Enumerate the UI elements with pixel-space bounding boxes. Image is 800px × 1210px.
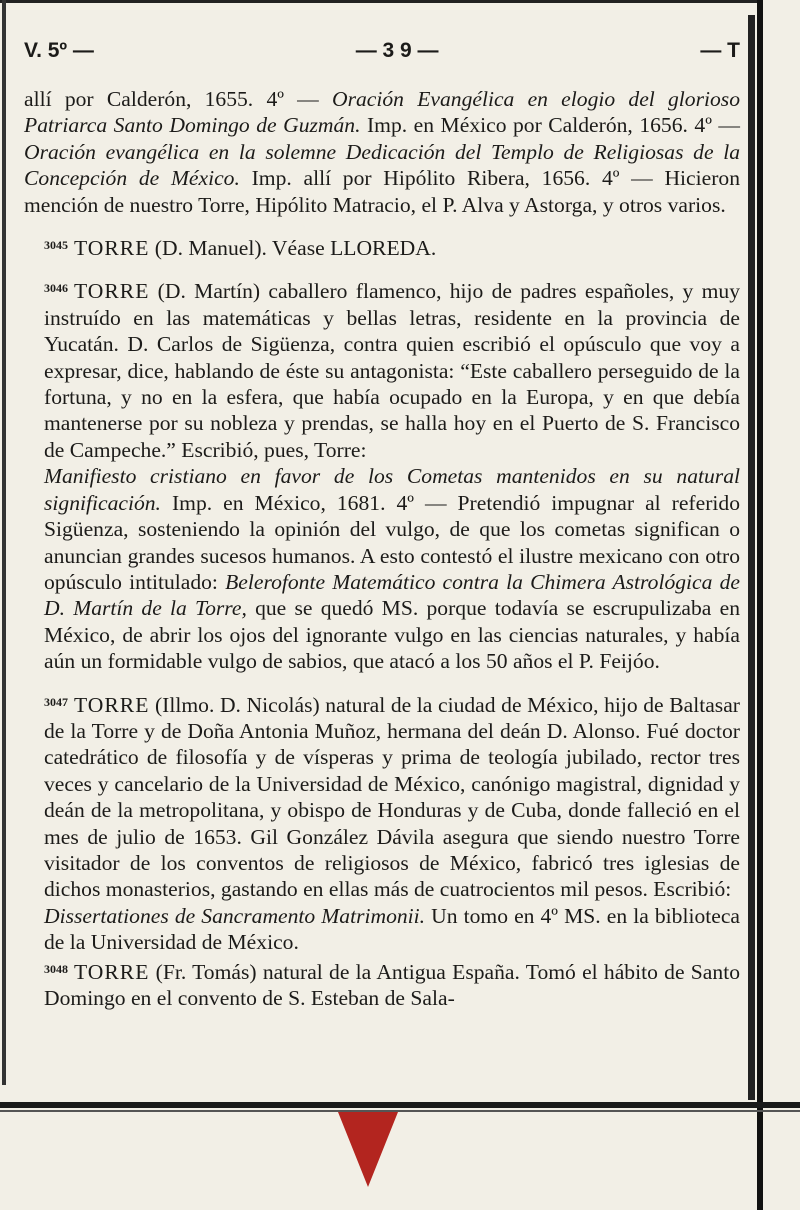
bookmark-ribbon xyxy=(338,1112,398,1187)
scan-edge-top xyxy=(0,0,760,3)
entry-3048: $^{3048}$ TORRE (Fr. Tomás) natural de la Antigua España. Tomó el hábito de Santo Domingo en el convento de S. Esteban de Sala- xyxy=(44,959,740,1010)
entry-3047: $^{3047}$ TORRE (Illmo. D. Nicolás) natural de la ciudad de México, hijo de Baltasar de la Torre y de Doña Antonia Muñoz, hermana del deán D. Alonso. Fué doctor catedrático de filosofía y de vísperas y prima de teología jubilado, rector tres veces y cancelario de la Universidad de México, canónigo magistral, dignidad y deán de la metropolitana, y obispo de Honduras y de Cuba, donde falleció en el mes de julio de 1653. Gil González Dávila asegura que siendo nuestro Torre visitador de los conventos de religiosos de México, fabricó tres iglesias de dichos monasterios, gastando en ellas más de cuatrocientos mil pesos. Escribió: xyxy=(44,692,740,902)
entry-3046-works: Manifiesto cristiano en favor de los Cometas mantenidos en su natural significación. Imp. en México, 1681. 4º — Pretendió impugnar al referido Sigüenza, sosteniendo la opinión del vulgo, de que los cometas significan o anuncian grandes sucesos humanos. A esto contestó el ilustre mexicano con otro opúsculo intitulado: Belerofonte Matemático contra la Chimera Astrológica de D. Martín de la Torre, que se quedó MS. porque todavía se escrupulizaba en México, de abrir los ojos del ignorante vulgo en las ciencias naturales, y había aún un formidable vulgo de sabios, que atacó a los 50 años el P. Feijóo. xyxy=(44,464,740,674)
scan-edge-right xyxy=(748,15,755,1100)
entry-3047-works: Dissertationes de Sancramento Matrimonii. Un tomo en 4º MS. en la biblioteca de la Universidad de México. xyxy=(44,903,740,955)
page-number: — 3 9 — xyxy=(355,39,439,62)
volume-label: V. 5º — xyxy=(24,39,94,62)
scan-edge-left xyxy=(2,0,6,1085)
continued-paragraph: allí por Calderón, 1655. 4º — Oración Evangélica en elogio del glorioso Patriarca Santo Domingo de Guzmán. Imp. en México por Calderón, 1656. 4º — Oración evangélica en la solemne Dedicación del Templo de Religiosas de la Concepción de México. Imp. allí por Hipólito Ribera, 1656. 4º — Hicieron mención de nuestro Torre, Hipólito Matracio, el P. Alva y Astorga, y otros varios. xyxy=(24,87,740,217)
scan-edge-right-outer xyxy=(757,0,763,1210)
scan-edge-bottom-thin xyxy=(0,1110,800,1112)
section-letter: — T xyxy=(700,39,740,62)
entry-3046: $^{3046}$ TORRE (D. Martín) caballero flamenco, hijo de padres españoles, y muy instruído en las matemáticas y bellas letras, residente en la provincia de Yucatán. D. Carlos de Sigüenza, contra quien escribió el opúsculo que voy a expresar, dice, hablando de éste su antagonista: “Este caballero perseguido de la fortuna, y no en la esfera, que había ocupado en la Europa, y en que debía mantenerse por su nobleza y prendas, se halla hoy en el Puerto de S. Francisco de Campeche.” Escribió, pues, Torre: xyxy=(44,279,740,462)
book-page xyxy=(24,34,740,1011)
running-header xyxy=(24,34,740,68)
scan-edge-bottom xyxy=(0,1102,800,1108)
body-text xyxy=(24,86,740,1011)
entry-3045: $^{3045}$ TORRE (D. Manuel). Véase LLOREDA. xyxy=(44,236,437,261)
